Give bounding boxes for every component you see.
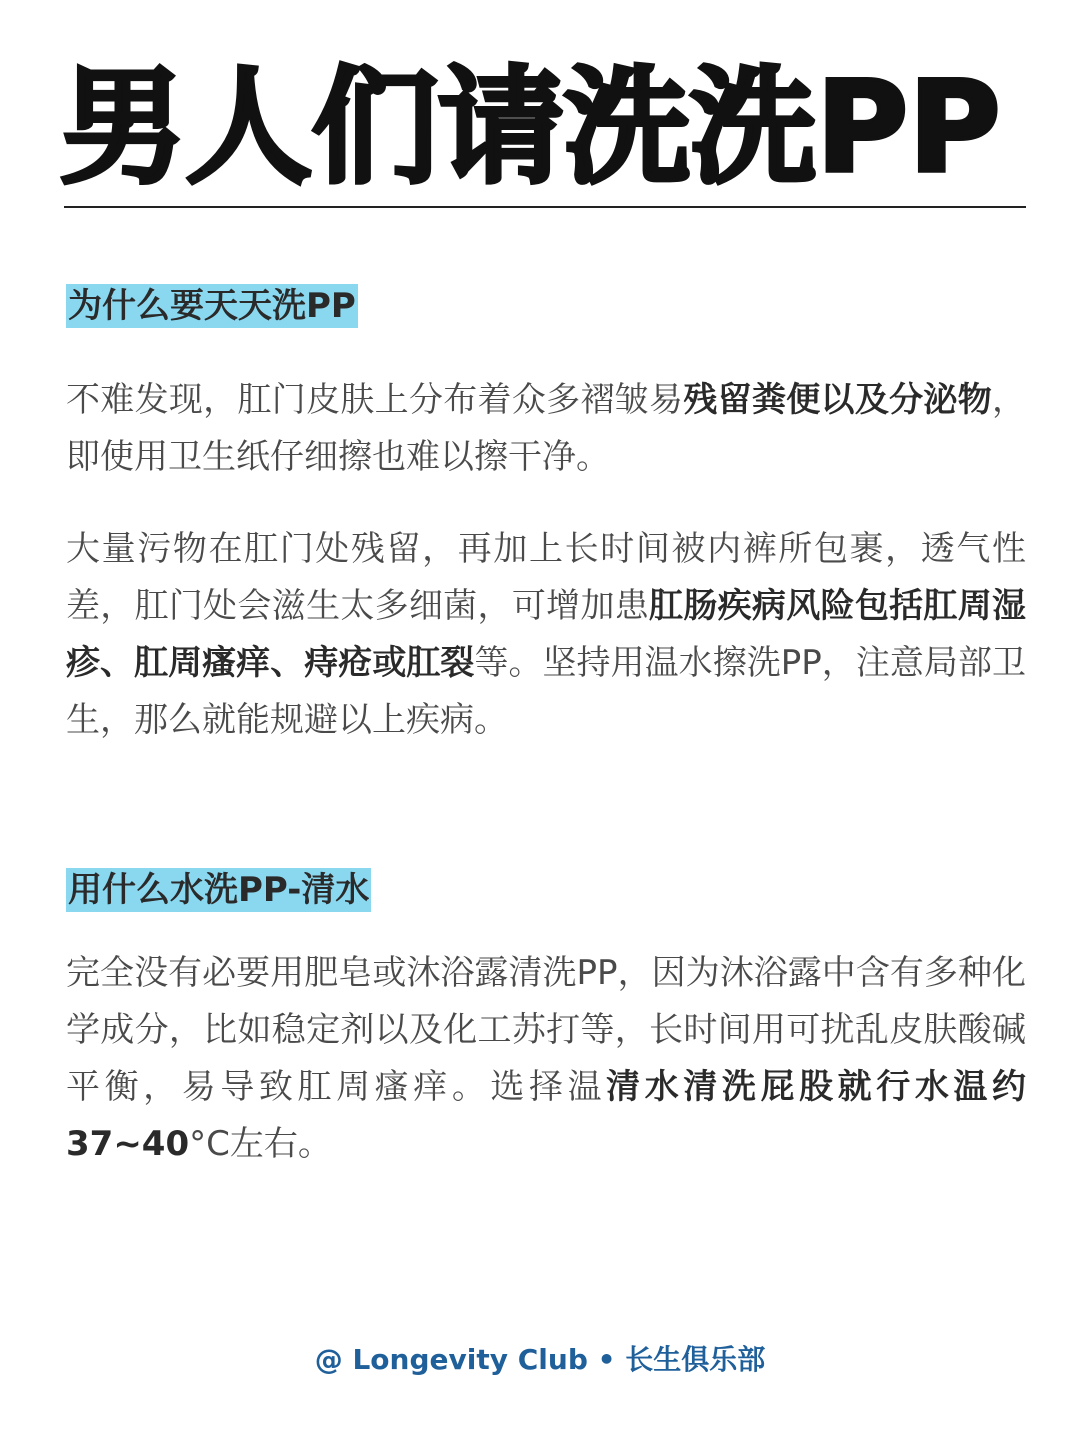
paragraph-anal-folds — [66, 372, 1026, 486]
text-run: 完全没有必要用肥皂或沐浴露清洗PP，因为沐浴露中含有多种化学成分，比如稳定剂以及化工苏打等，长时间用可扰乱皮肤酸碱平衡，易导致肛周瘙痒。选择温 — [66, 953, 1026, 1107]
text-run: 大量污物在肛门处残留，再加上长时间被内裤所包裹，透气性差，肛门处会滋生太多细菌，可增加患 — [66, 529, 1026, 626]
bold-text-run: 肛肠疾病风险包括肛周湿疹、肛周瘙痒、痔疮或肛裂 — [66, 586, 1027, 683]
paragraph-disease-risk — [66, 521, 1026, 749]
text-run: ，即使用卫生纸仔细擦也难以擦干净。 — [66, 380, 1027, 477]
section-heading-what-water: 用什么水洗PP-清水 — [68, 870, 370, 910]
text-run: °C左右。 — [189, 1124, 332, 1164]
paragraph-clear-water — [66, 945, 1026, 1173]
title-divider — [64, 206, 1026, 208]
page-title: 男人们请洗洗PP — [60, 54, 1001, 201]
bold-text-run: 残留粪便以及分泌物 — [683, 380, 993, 420]
text-run: 等。坚持用温水擦洗PP，注意局部卫生，那么就能规避以上疾病。 — [66, 643, 1026, 740]
footer-credit: @ Longevity Club • 长生俱乐部 — [314, 1343, 766, 1376]
bold-text-run: 清水清洗屁股就行水温约37~40 — [66, 1067, 1027, 1164]
section-heading-why-wash: 为什么要天天洗PP — [68, 286, 356, 326]
text-run: 不难发现，肛门皮肤上分布着众多褶皱易 — [66, 380, 684, 420]
